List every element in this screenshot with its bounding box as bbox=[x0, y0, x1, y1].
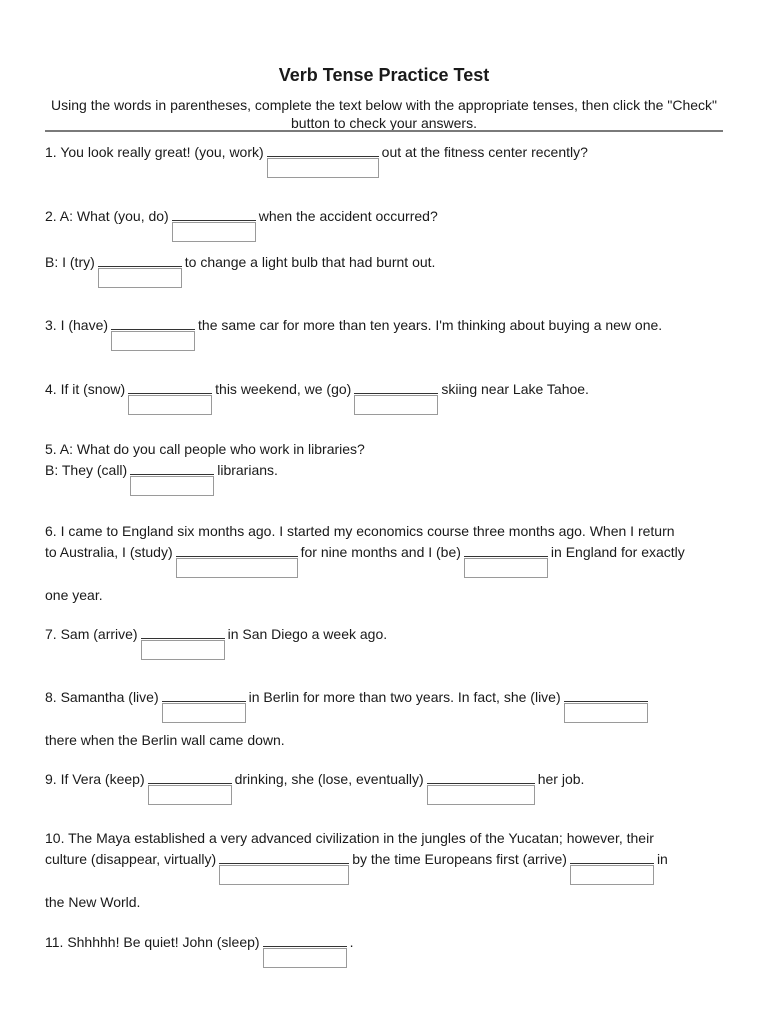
question-4 bbox=[45, 377, 589, 398]
question-10-b bbox=[45, 847, 668, 868]
question-11 bbox=[45, 930, 353, 951]
question-6-text-e: one year. bbox=[45, 587, 103, 603]
question-4-answer-input-2[interactable] bbox=[354, 395, 438, 415]
question-3-blank bbox=[111, 313, 195, 330]
question-10-text-c: by the time Europeans first (arrive) bbox=[352, 851, 567, 867]
question-3-text-a: 3. I (have) bbox=[45, 317, 109, 333]
question-3-answer-input[interactable] bbox=[111, 331, 195, 351]
question-6-text-b: to Australia, I (study) bbox=[45, 544, 173, 560]
question-2-b bbox=[45, 250, 435, 271]
question-10-answer-input-1[interactable] bbox=[219, 865, 349, 885]
question-2-a bbox=[45, 204, 438, 225]
question-6-text-d: in England for exactly bbox=[550, 544, 685, 560]
question-2-answer-input-1[interactable] bbox=[172, 222, 256, 242]
question-8-text-c: there when the Berlin wall came down. bbox=[45, 732, 285, 748]
question-6-text-c: for nine months and I (be) bbox=[300, 544, 461, 560]
question-9 bbox=[45, 767, 584, 788]
question-10-answer-input-2[interactable] bbox=[570, 865, 654, 885]
question-8-answer-input-1[interactable] bbox=[162, 703, 246, 723]
question-2-blank-2 bbox=[98, 250, 182, 267]
question-7 bbox=[45, 622, 387, 643]
question-5-b bbox=[45, 458, 278, 479]
question-8-text-b: in Berlin for more than two years. In fact, she (live) bbox=[248, 689, 561, 705]
instructions: Using the words in parentheses, complete the text below with the appropriate tenses, then click the "Check" button to check your answers. bbox=[51, 97, 717, 131]
question-2-answer-input-2[interactable] bbox=[98, 268, 182, 288]
question-1 bbox=[45, 140, 588, 161]
question-11-text-a: 11. Shhhhh! Be quiet! John (sleep) bbox=[45, 934, 260, 950]
question-9-blank-1 bbox=[148, 767, 232, 784]
question-4-text-c: skiing near Lake Tahoe. bbox=[441, 381, 589, 397]
question-2-text-c: B: I (try) bbox=[45, 254, 95, 270]
question-2-text-d: to change a light bulb that had burnt out. bbox=[184, 254, 436, 270]
page-title: Verb Tense Practice Test bbox=[278, 65, 490, 85]
question-6-text-a: 6. I came to England six months ago. I started my economics course three months ago. When I return bbox=[45, 523, 675, 539]
question-10-text-d: in bbox=[656, 851, 668, 867]
question-10-text-e: the New World. bbox=[45, 894, 141, 910]
question-8-a bbox=[45, 685, 651, 706]
question-6-answer-input-2[interactable] bbox=[464, 558, 548, 578]
question-8-text-a: 8. Samantha (live) bbox=[45, 689, 159, 705]
question-1-text-a: 1. You look really great! (you, work) bbox=[45, 144, 264, 160]
question-8-blank-1 bbox=[162, 685, 246, 702]
question-7-answer-input[interactable] bbox=[141, 640, 225, 660]
question-11-text-b: . bbox=[349, 934, 354, 950]
question-7-text-a: 7. Sam (arrive) bbox=[45, 626, 138, 642]
question-2-text-a: 2. A: What (you, do) bbox=[45, 208, 169, 224]
question-8-answer-input-2[interactable] bbox=[564, 703, 648, 723]
question-6-blank-1 bbox=[176, 540, 298, 557]
question-9-answer-input-2[interactable] bbox=[427, 785, 535, 805]
question-5-answer-input[interactable] bbox=[130, 476, 214, 496]
question-2-blank-1 bbox=[172, 204, 256, 221]
question-11-answer-input[interactable] bbox=[263, 948, 347, 968]
question-10-a bbox=[45, 829, 654, 847]
question-5-a bbox=[45, 440, 365, 458]
question-9-text-a: 9. If Vera (keep) bbox=[45, 771, 145, 787]
question-9-answer-input-1[interactable] bbox=[148, 785, 232, 805]
question-4-text-b: this weekend, we (go) bbox=[215, 381, 352, 397]
question-6-a bbox=[45, 522, 675, 540]
question-10-c bbox=[45, 893, 140, 911]
question-5-blank bbox=[130, 458, 214, 475]
question-7-text-b: in San Diego a week ago. bbox=[227, 626, 388, 642]
question-10-blank-1 bbox=[219, 847, 349, 864]
question-6-answer-input-1[interactable] bbox=[176, 558, 298, 578]
question-6-b bbox=[45, 540, 685, 561]
question-8-b bbox=[45, 731, 285, 749]
question-4-answer-input-1[interactable] bbox=[128, 395, 212, 415]
question-8-blank-2 bbox=[564, 685, 648, 702]
question-10-text-a: 10. The Maya established a very advanced civilization in the jungles of the Yucatan; however, their bbox=[45, 830, 654, 846]
question-6-blank-2 bbox=[464, 540, 548, 557]
question-3 bbox=[45, 313, 662, 334]
question-9-blank-2 bbox=[427, 767, 535, 784]
question-1-blank bbox=[267, 140, 379, 157]
question-11-blank bbox=[263, 930, 347, 947]
question-1-answer-input[interactable] bbox=[267, 158, 379, 178]
question-4-blank-1 bbox=[128, 377, 212, 394]
question-10-blank-2 bbox=[570, 847, 654, 864]
question-4-blank-2 bbox=[354, 377, 438, 394]
question-4-text-a: 4. If it (snow) bbox=[45, 381, 126, 397]
question-6-c bbox=[45, 586, 103, 604]
question-3-text-b: the same car for more than ten years. I'm thinking about buying a new one. bbox=[198, 317, 663, 333]
divider bbox=[45, 130, 723, 132]
question-1-text-b: out at the fitness center recently? bbox=[381, 144, 588, 160]
question-5-text-c: librarians. bbox=[217, 462, 278, 478]
question-7-blank bbox=[141, 622, 225, 639]
question-5-text-a: 5. A: What do you call people who work in libraries? bbox=[45, 441, 365, 457]
question-9-text-c: her job. bbox=[537, 771, 585, 787]
question-9-text-b: drinking, she (lose, eventually) bbox=[234, 771, 424, 787]
question-2-text-b: when the accident occurred? bbox=[258, 208, 438, 224]
question-10-text-b: culture (disappear, virtually) bbox=[45, 851, 217, 867]
question-5-text-b: B: They (call) bbox=[45, 462, 128, 478]
